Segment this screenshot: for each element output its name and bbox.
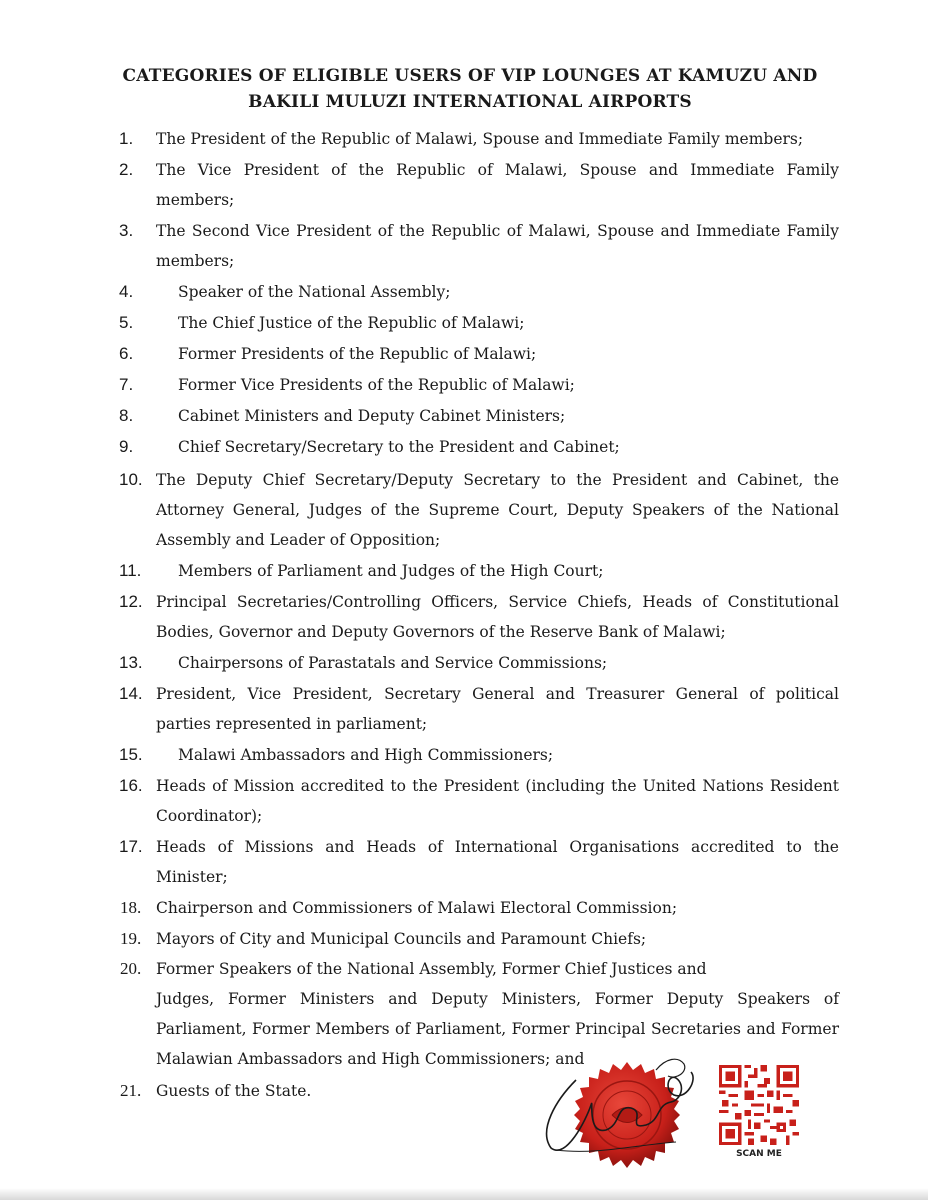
signature [536, 1050, 706, 1160]
document-title [90, 63, 850, 115]
item-number: 19. [120, 929, 142, 948]
item-text: Chairpersons of Parastatals and Service Commissions; [178, 654, 608, 672]
item-text: The President of the Republic of Malawi, Spouse and Immediate Family members; [156, 130, 804, 148]
item-text: The Deputy Chief Secretary/Deputy Secretary to the President and Cabinet, the Attorney General, Judges of the Supreme Court, Deputy Speakers of the National Assembly and Leader of Opposition; [156, 471, 839, 549]
title-line-2: BAKILI MULUZI INTERNATIONAL AIRPORTS [248, 92, 692, 112]
title-line-1: CATEGORIES OF ELIGIBLE USERS OF VIP LOUNGES AT KAMUZU AND [122, 66, 818, 86]
item-number: 10. [119, 470, 143, 489]
item-number: 12. [119, 592, 143, 611]
item-text: Speaker of the National Assembly; [178, 283, 451, 301]
item-text: Guests of the State. [156, 1082, 312, 1100]
item-number: 14. [119, 684, 143, 703]
item-number: 16. [119, 776, 143, 795]
item-text: The Second Vice President of the Republic of Malawi, Spouse and Immediate Family members; [156, 222, 839, 270]
item-number: 1. [119, 129, 134, 148]
item-text: Former Presidents of the Republic of Malawi; [178, 345, 537, 363]
item-number: 18. [120, 898, 142, 917]
item-number: 9. [119, 437, 134, 456]
item-number: 17. [119, 837, 143, 856]
page-edge-shadow [0, 1188, 928, 1200]
item-text: Mayors of City and Municipal Councils and Paramount Chiefs; [156, 930, 647, 948]
item-number: 5. [119, 313, 134, 332]
item-text: Heads of Mission accredited to the President (including the United Nations Resident Coordinator); [156, 777, 839, 825]
item-text: Former Vice Presidents of the Republic of Malawi; [178, 376, 575, 394]
item-text: President, Vice President, Secretary General and Treasurer General of political parties represented in parliament; [156, 685, 839, 733]
item-number: 6. [119, 344, 134, 363]
item-number: 4. [119, 282, 134, 301]
item-text: Members of Parliament and Judges of the High Court; [178, 562, 604, 580]
item-text: Chief Secretary/Secretary to the President and Cabinet; [178, 438, 620, 456]
item-number: 8. [119, 406, 134, 425]
item-number: 15. [119, 745, 143, 764]
item-text: Principal Secretaries/Controlling Officers, Service Chiefs, Heads of Constitutional Bodies, Governor and Deputy Governors of the Reserve Bank of Malawi; [156, 593, 839, 641]
item-text: Judges, Former Ministers and Deputy Ministers, Former Deputy Speakers of Parliament, Former Members of Parliament, Former Principal Secretaries and Former Malawian Ambassadors and High Commissioners; and [156, 990, 839, 1068]
qr-code[interactable] [719, 1065, 799, 1145]
item-number: 7. [119, 375, 134, 394]
scan-me-label: SCAN ME [736, 1149, 782, 1159]
item-number: 13. [119, 653, 143, 672]
item-number: 20. [120, 959, 142, 978]
item-text: Heads of Missions and Heads of International Organisations accredited to the Minister; [156, 838, 839, 886]
item-text: The Chief Justice of the Republic of Malawi; [178, 314, 525, 332]
item-text: Malawi Ambassadors and High Commissioners; [178, 746, 554, 764]
item-number: 21. [120, 1081, 142, 1100]
item-number: 3. [119, 221, 134, 240]
item-text: Former Speakers of the National Assembly, Former Chief Justices and [156, 960, 707, 978]
item-text: Chairperson and Commissioners of Malawi Electoral Commission; [156, 899, 678, 917]
item-number: 11. [119, 561, 142, 580]
item-text: The Vice President of the Republic of Malawi, Spouse and Immediate Family members; [156, 161, 839, 209]
item-text: Cabinet Ministers and Deputy Cabinet Ministers; [178, 407, 566, 425]
item-number: 2. [119, 160, 134, 179]
